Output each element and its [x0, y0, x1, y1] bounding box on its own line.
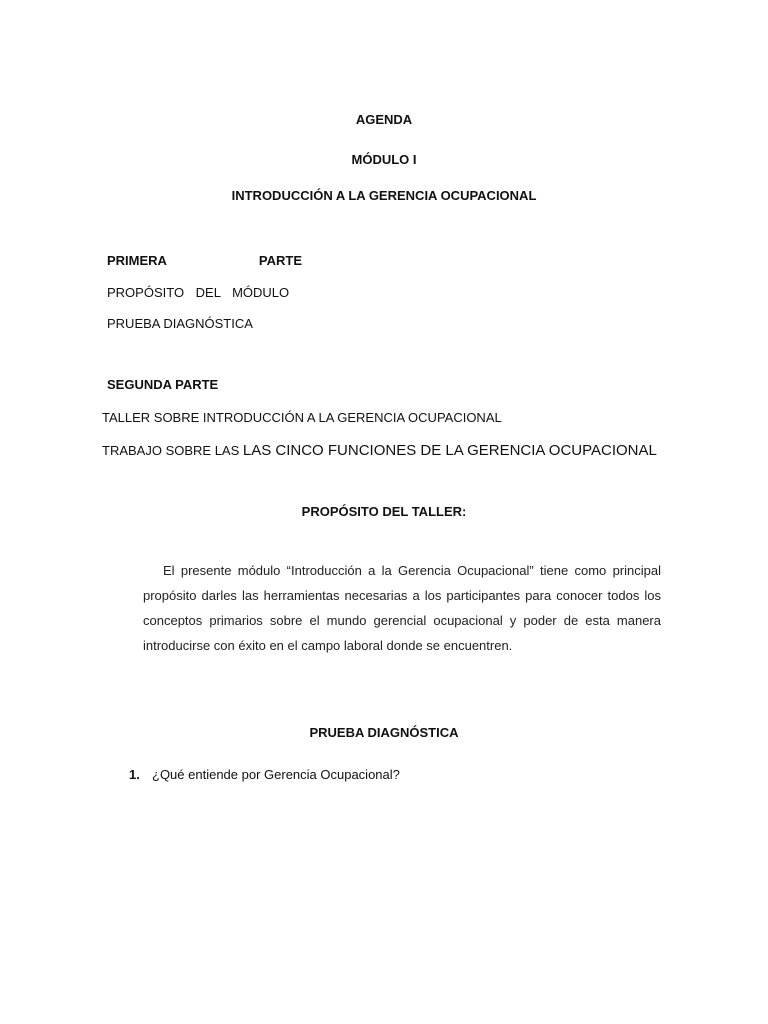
- primera-word: PRIMERA: [107, 253, 167, 268]
- purpose-paragraph: El presente módulo “Introducción a la Gerencia Ocupacional” tiene como principal propósito darles las herramientas necesarias a los participantes para conocer todos los conceptos primarios sobre el mundo gerencial ocupacional y poder de esta manera introducirse con éxito en el campo laboral donde se encuentren.: [143, 563, 661, 653]
- primera-parte-heading: [107, 253, 302, 268]
- segunda-parte-item-trabajo: [102, 442, 657, 460]
- introduction-title: INTRODUCCIÓN A LA GERENCIA OCUPACIONAL: [231, 188, 537, 203]
- segunda-parte-heading: SEGUNDA PARTE: [107, 377, 219, 392]
- question-text: ¿Qué entiende por Gerencia Ocupacional?: [152, 767, 400, 782]
- trabajo-prefix: TRABAJO SOBRE LAS: [102, 443, 243, 458]
- module-title: MÓDULO I: [351, 152, 417, 167]
- question-item: [129, 767, 400, 782]
- question-number: 1.: [129, 767, 140, 782]
- primera-parte-item-prueba: PRUEBA DIAGNÓSTICA: [107, 316, 253, 331]
- primera-parte-item-proposito: PROPÓSITO DEL MÓDULO: [107, 285, 290, 300]
- proposito-taller-heading: PROPÓSITO DEL TALLER:: [301, 504, 467, 519]
- prueba-diagnostica-heading: PRUEBA DIAGNÓSTICA: [309, 725, 459, 740]
- trabajo-main: LAS CINCO FUNCIONES DE LA GERENCIA OCUPACIONAL: [242, 442, 657, 459]
- segunda-parte-item-taller: TALLER SOBRE INTRODUCCIÓN A LA GERENCIA OCUPACIONAL: [102, 410, 502, 425]
- agenda-title: AGENDA: [355, 112, 413, 127]
- parte-word: PARTE: [258, 253, 302, 268]
